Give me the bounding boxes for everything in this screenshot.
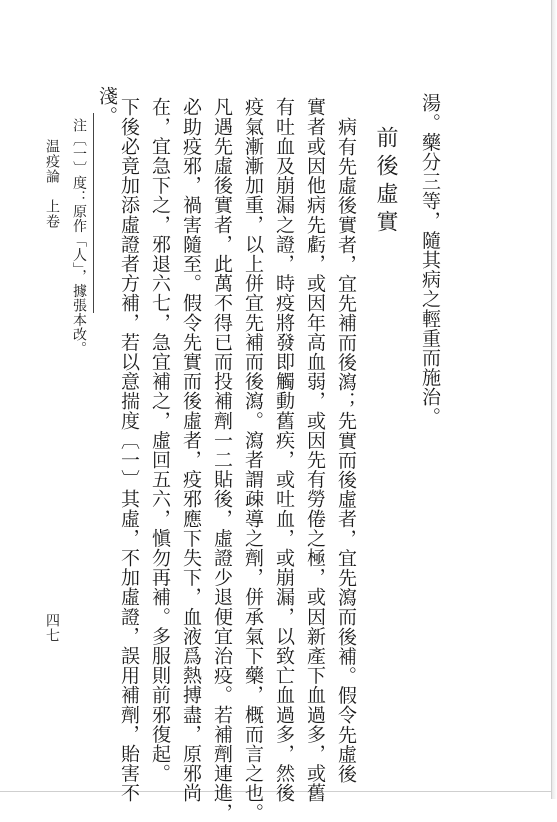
text-column-3: 實者或因他病先虧，或因年高血弱，或因先有勞倦之極，或因新產下血過多，或舊 xyxy=(304,97,326,803)
page-edge-shadow xyxy=(552,0,557,799)
text-column-1: 湯。藥分三等，隨其病之輕重而施治。 xyxy=(419,93,441,427)
text-column-8: 在，宜急下之，邪退六七，急宜補之，虛回五六，愼勿再補。多服則前邪復起。 xyxy=(149,97,171,783)
text-column-10: 淺。 xyxy=(96,86,118,126)
running-header: 温疫論 上卷 xyxy=(44,139,60,229)
text-column-5: 疫氣漸漸加重，以上併宜先補而後瀉。瀉者謂疎導之劑，併承氣下藥，概而言之也。 xyxy=(242,97,264,822)
page-number: 四七 xyxy=(44,613,60,643)
text-column-6: 凡遇先虛後實者，此萬不得已而投補劑一二貼後，虛證少退便宜治疫。若補劑連進， xyxy=(211,97,233,822)
footnote: 注〔一〕度：原作「人」，據張本改。 xyxy=(71,118,87,356)
footnote-separator xyxy=(93,113,94,313)
text-column-4: 有吐血及崩漏之證，時疫將發即觸動舊疾，或吐血，或崩漏，以致亡血過多，然後 xyxy=(273,97,295,803)
text-column-9: 下後必竟加添虛證者方補，若以意揣度〔一〕其虛，不加虛證，誤用補劑，貽害不 xyxy=(118,97,140,803)
section-title: 前後虛實 xyxy=(373,126,398,238)
text-column-7: 必助疫邪，禍害隨至。假令先實而後虛者，疫邪應下失下，血液爲熱搏盡，原邪尚 xyxy=(180,97,202,803)
text-column-2: 病有先虛後實者，宜先補而後瀉；先實而後虛者，宜先瀉而後補。假令先虛後 xyxy=(335,117,357,784)
